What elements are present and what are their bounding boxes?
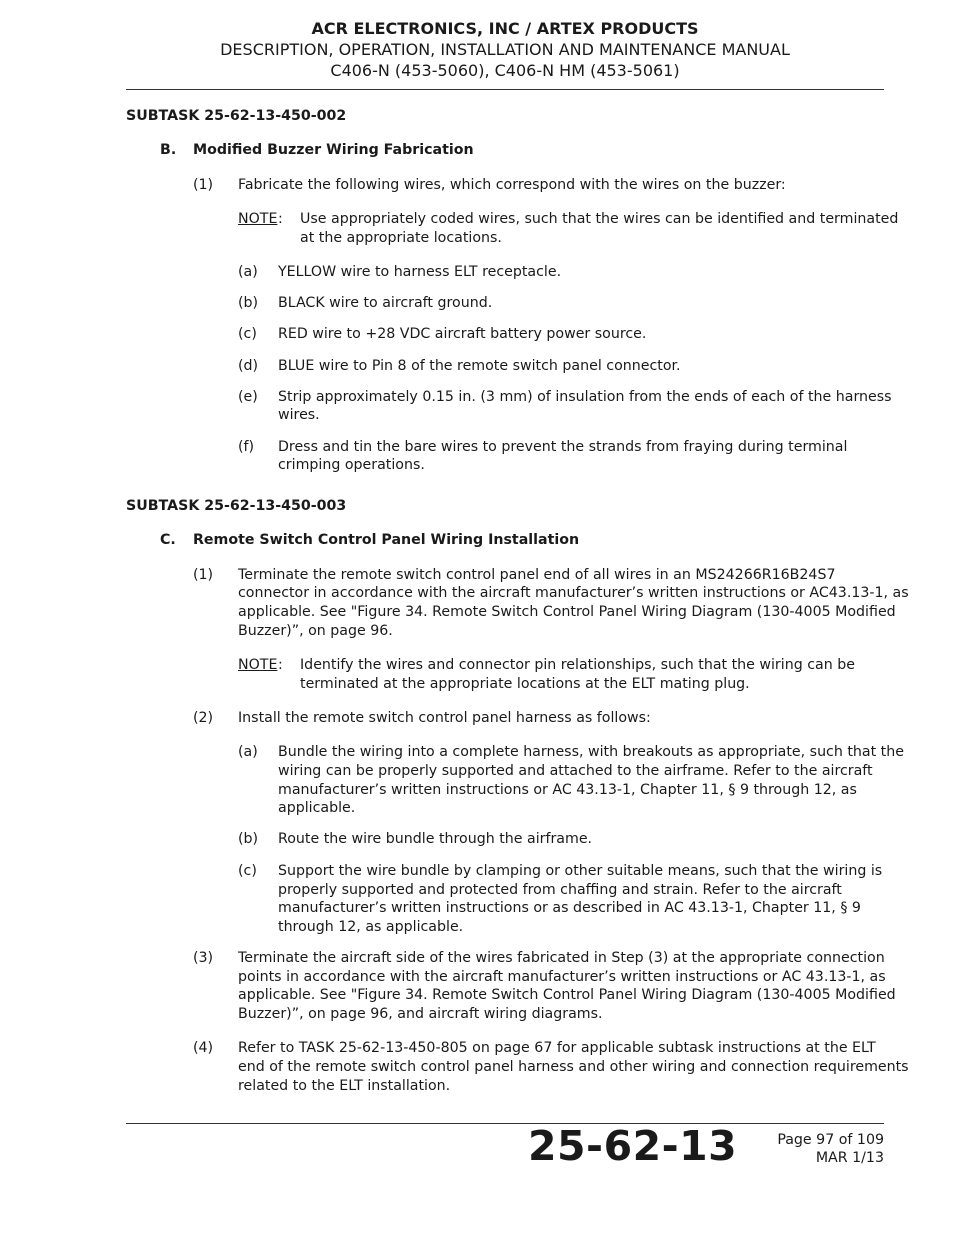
item-text: manufacturer’s written instructions or as described in AC 43.13-1, Chapter 11, § 9 [278, 900, 861, 916]
note-line: terminated at the appropriate locations at the ELT mating plug. [300, 676, 750, 692]
section-title: Modified Buzzer Wiring Fabrication [193, 142, 474, 158]
step-number: (1) [193, 177, 214, 193]
footer-rule [126, 1123, 884, 1124]
revision-date: MAR 1/13 [815, 1150, 884, 1166]
section-letter: C. [160, 532, 176, 548]
step-text: end of the remote switch control panel harness and other wiring and connection requirements [238, 1059, 909, 1075]
header-rule [126, 89, 884, 90]
item-letter: (e) [238, 389, 258, 405]
step-text: Buzzer)”, on page 96. [238, 623, 393, 639]
step-text: points in accordance with the aircraft manufacturer’s written instructions or AC 43.13-1, as [238, 969, 886, 985]
item-text: properly supported and protected from chaffing and strain. Refer to the aircraft [278, 882, 842, 898]
step-text: Install the remote switch control panel harness as follows: [238, 710, 651, 726]
item-text: Support the wire bundle by clamping or other suitable means, such that the wiring is [278, 863, 883, 879]
item-text: through 12, as applicable. [278, 919, 464, 935]
item-letter: (b) [238, 831, 259, 847]
item-text: YELLOW wire to harness ELT receptacle. [278, 264, 562, 280]
page-number: Page 97 of 109 [777, 1132, 884, 1148]
step-text: applicable. See "Figure 34. Remote Switch Control Panel Wiring Diagram (130-4005 Modified [238, 987, 896, 1003]
item-letter: (c) [238, 326, 257, 342]
step-text: related to the ELT installation. [238, 1078, 451, 1094]
step-number: (4) [193, 1040, 214, 1056]
item-text: BLACK wire to aircraft ground. [278, 295, 493, 311]
item-letter: (a) [238, 264, 258, 280]
subtask-heading: SUBTASK 25-62-13-450-003 [126, 498, 347, 514]
item-text: applicable. [278, 800, 356, 816]
item-text: wires. [278, 407, 320, 423]
item-letter: (a) [238, 744, 258, 760]
item-text: crimping operations. [278, 457, 425, 473]
item-text: Dress and tin the bare wires to prevent the strands from fraying during terminal [278, 439, 848, 455]
step-text: Terminate the aircraft side of the wires fabricated in Step (3) at the appropriate connection [238, 950, 885, 966]
header-company: ACR ELECTRONICS, INC / ARTEX PRODUCTS [311, 19, 699, 38]
note-label: NOTE [238, 657, 278, 673]
note-label: NOTE [238, 211, 278, 227]
step-number: (2) [193, 710, 214, 726]
item-letter: (d) [238, 358, 259, 374]
note-line: Identify the wires and connector pin relationships, such that the wiring can be [300, 657, 855, 673]
item-text: manufacturer’s written instructions or AC 43.13-1, Chapter 11, § 9 through 12, as [278, 782, 857, 798]
step-number: (3) [193, 950, 214, 966]
step-text: connector in accordance with the aircraft manufacturer’s written instructions or AC43.13-1, as [238, 585, 909, 601]
item-text: Strip approximately 0.15 in. (3 mm) of insulation from the ends of each of the harness [278, 389, 892, 405]
item-letter: (f) [238, 439, 255, 455]
item-letter: (b) [238, 295, 259, 311]
step-text: applicable. See "Figure 34. Remote Switch Control Panel Wiring Diagram (130-4005 Modified [238, 604, 896, 620]
item-text: wiring can be properly supported and attached to the airframe. Refer to the aircraft [278, 763, 873, 779]
item-letter: (c) [238, 863, 257, 879]
note-line: at the appropriate locations. [300, 230, 502, 246]
section-title: Remote Switch Control Panel Wiring Installation [193, 532, 580, 548]
step-text: Fabricate the following wires, which correspond with the wires on the buzzer: [238, 177, 786, 193]
header-manual-title: DESCRIPTION, OPERATION, INSTALLATION AND MAINTENANCE MANUAL [220, 40, 790, 59]
step-text: Buzzer)”, on page 96, and aircraft wiring diagrams. [238, 1006, 603, 1022]
note-colon: : [278, 657, 283, 673]
step-text: Refer to TASK 25-62-13-450-805 on page 67 for applicable subtask instructions at the ELT [238, 1040, 876, 1056]
subtask-heading: SUBTASK 25-62-13-450-002 [126, 108, 347, 124]
note-colon: : [278, 211, 283, 227]
item-text: RED wire to +28 VDC aircraft battery power source. [278, 326, 647, 342]
item-text: BLUE wire to Pin 8 of the remote switch panel connector. [278, 358, 681, 374]
item-text: Bundle the wiring into a complete harness, with breakouts as appropriate, such that the [278, 744, 904, 760]
step-number: (1) [193, 567, 214, 583]
item-text: Route the wire bundle through the airframe. [278, 831, 593, 847]
step-text: Terminate the remote switch control panel end of all wires in an MS24266R16B24S7 [238, 567, 836, 583]
note-line: Use appropriately coded wires, such that the wires can be identified and terminated [300, 211, 899, 227]
chapter-number: 25-62-13 [528, 1122, 738, 1170]
header-models: C406-N (453-5060), C406-N HM (453-5061) [330, 61, 680, 80]
section-letter: B. [160, 142, 177, 158]
